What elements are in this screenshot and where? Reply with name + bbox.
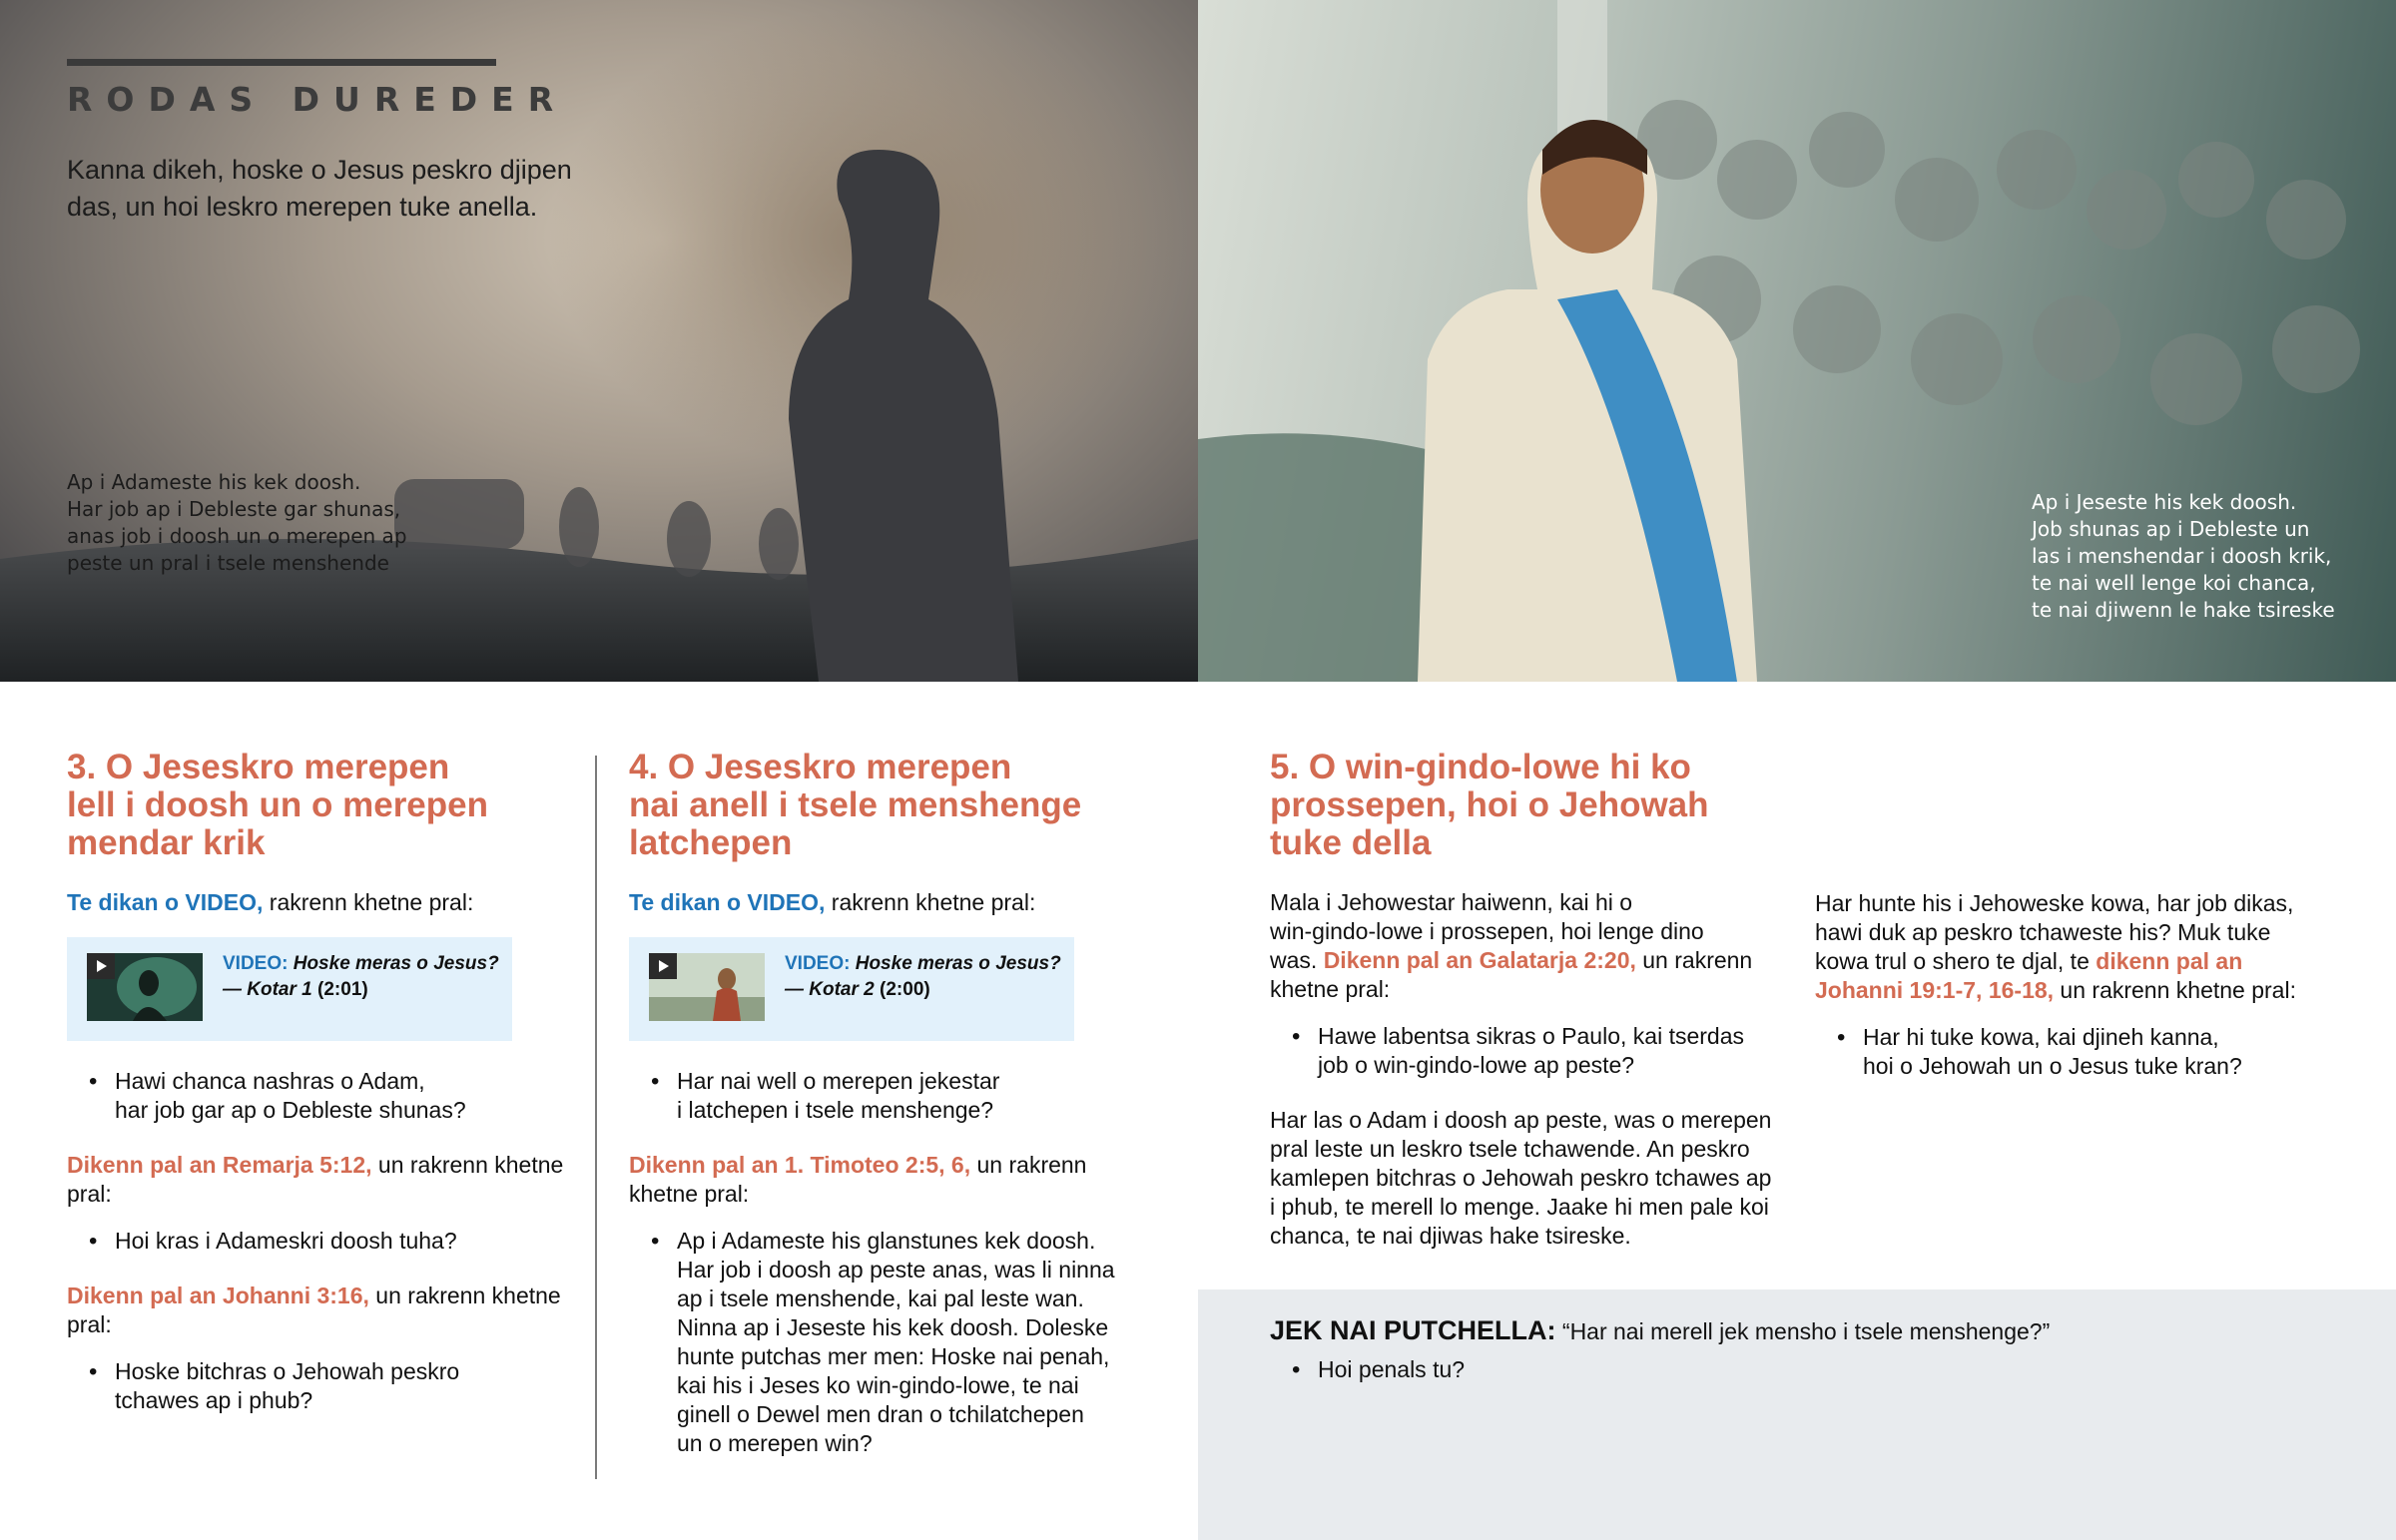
section-3 xyxy=(67,749,566,1441)
scripture-link[interactable]: Dikenn pal an Johanni 3:16, xyxy=(67,1283,369,1308)
header-rule xyxy=(67,59,496,66)
section-4-heading: 4. O Jeseskro merepen nai anell i tsele menshenge latchepen xyxy=(629,748,1082,862)
column-divider xyxy=(595,756,597,1479)
hero-image-adam xyxy=(0,0,1198,682)
reflect-question: “Har nai merell jek mensho i tsele menshenge?” xyxy=(1561,1318,2051,1344)
video-title: VIDEO: Hoske meras o Jesus? — Kotar 1 (2:01) xyxy=(223,953,499,1000)
question-item: • Hawi chanca nashras o Adam, har job gar ap o Debleste shunas? xyxy=(67,1067,566,1125)
scripture-instruction: Dikenn pal an Johanni 3:16, un rakrenn khetne pral: xyxy=(67,1283,561,1337)
scripture-link[interactable]: Johanni 19:1-7, 16-18, xyxy=(1815,977,2055,1003)
question-item: • Ap i Adameste his glanstunes kek doosh. Har job i doosh ap peste anas, was li ninna ap i tsele menshende, kai pal leste wan. Ninna ap i Jeseste his kek doosh. Doleske hunte putchas mer men: Hoske nai penah, kai his i Jeses ko win-gindo-lowe, te nai ginell o Dewel men dran o tchilatchepen un o merepen win? xyxy=(629,1227,1148,1458)
question-item: • Har hi tuke kowa, kai djineh kanna, hoi o Jehowah un o Jesus tuke kran? xyxy=(1815,1023,2334,1081)
section-5-heading: 5. O win-gindo-lowe hi ko prossepen, hoi o Jehowah tuke della xyxy=(1270,748,1709,862)
watch-instruction: Te dikan o VIDEO, rakrenn khetne pral: xyxy=(629,889,1036,915)
question-item: • Hoi kras i Adameskri doosh tuha? xyxy=(67,1227,566,1256)
scripture-instruction: Dikenn pal an Remarja 5:12, un rakrenn khetne pral: xyxy=(67,1152,564,1207)
question-item: • Hoske bitchras o Jehowah peskro tchawes ap i phub? xyxy=(67,1357,566,1415)
play-icon[interactable] xyxy=(649,953,677,979)
video-link-part2[interactable] xyxy=(629,937,1074,1041)
caption-left: Ap i Adameste his kek doosh. Har job ap i Debleste gar shunas, anas job i doosh un o merepen ap peste un pral i tsele menshende xyxy=(67,470,407,575)
reflect-section xyxy=(1270,1315,2050,1409)
section-5-paragraph: Mala i Jehowestar haiwenn, kai hi o win-gindo-lowe i prossepen, hoi lenge dino was. Dikenn pal an Galatarja 2:20, un rakrenn khetne pral: xyxy=(1270,889,1753,1002)
video-title: VIDEO: Hoske meras o Jesus? — Kotar 2 (2:00) xyxy=(785,953,1061,1000)
scripture-link[interactable]: dikenn pal an xyxy=(2096,948,2243,974)
scripture-link[interactable]: Dikenn pal an 1. Timoteo 2:5, 6, xyxy=(629,1152,971,1178)
section-5-continued xyxy=(1815,889,2334,1107)
series-title: RODAS DUREDER xyxy=(67,80,568,119)
section-5-paragraph: Har hunte his i Jehoweske kowa, har job dikas, hawi duk ap peskro tchaweste his? Muk tuke kowa trul o shero te djal, te dikenn pal an Johanni 19:1-7, 16-18, un rakrenn khetne pral: xyxy=(1815,890,2296,1003)
scripture-link[interactable]: Dikenn pal an Galatarja 2:20, xyxy=(1323,947,1636,973)
section-5-paragraph: Har las o Adam i doosh ap peste, was o merepen pral leste un leskro tsele tchawende. An peskro kamlepen bitchras o Jehowah peskro tchawes ap i phub, te merell lo menge. Jaake hi men pale koi chanca, te nai djiwas hake tsireske. xyxy=(1270,1107,1772,1249)
scripture-instruction: Dikenn pal an 1. Timoteo 2:5, 6, un rakrenn khetne pral: xyxy=(629,1152,1087,1207)
reflect-label: JEK NAI PUTCHELLA: xyxy=(1270,1315,1556,1345)
caption-right: Ap i Jeseste his kek doosh. Job shunas ap i Debleste un las i menshendar i doosh krik, te nai well lenge koi chanca, te nai djiwenn le hake tsireske xyxy=(2032,490,2335,622)
intro-text: Kanna dikeh, hoske o Jesus peskro djipen das, un hoi leskro merepen tuke anella. xyxy=(67,155,572,222)
hero-image-jesus xyxy=(1198,0,2396,682)
reflect-answer: • Hoi penals tu? xyxy=(1270,1356,2050,1383)
watch-instruction: Te dikan o VIDEO, rakrenn khetne pral: xyxy=(67,889,474,915)
question-item: • Har nai well o merepen jekestar i latchepen i tsele menshenge? xyxy=(629,1067,1148,1125)
play-icon[interactable] xyxy=(87,953,115,979)
section-4 xyxy=(629,749,1148,1484)
scripture-link[interactable]: Dikenn pal an Remarja 5:12, xyxy=(67,1152,372,1178)
video-link-part1[interactable] xyxy=(67,937,512,1041)
section-3-heading: 3. O Jeseskro merepen lell i doosh un o merepen mendar krik xyxy=(67,748,488,862)
question-item: • Hawe labentsa sikras o Paulo, kai tserdas job o win-gindo-lowe ap peste? xyxy=(1270,1022,1789,1080)
section-5 xyxy=(1270,749,1789,1269)
